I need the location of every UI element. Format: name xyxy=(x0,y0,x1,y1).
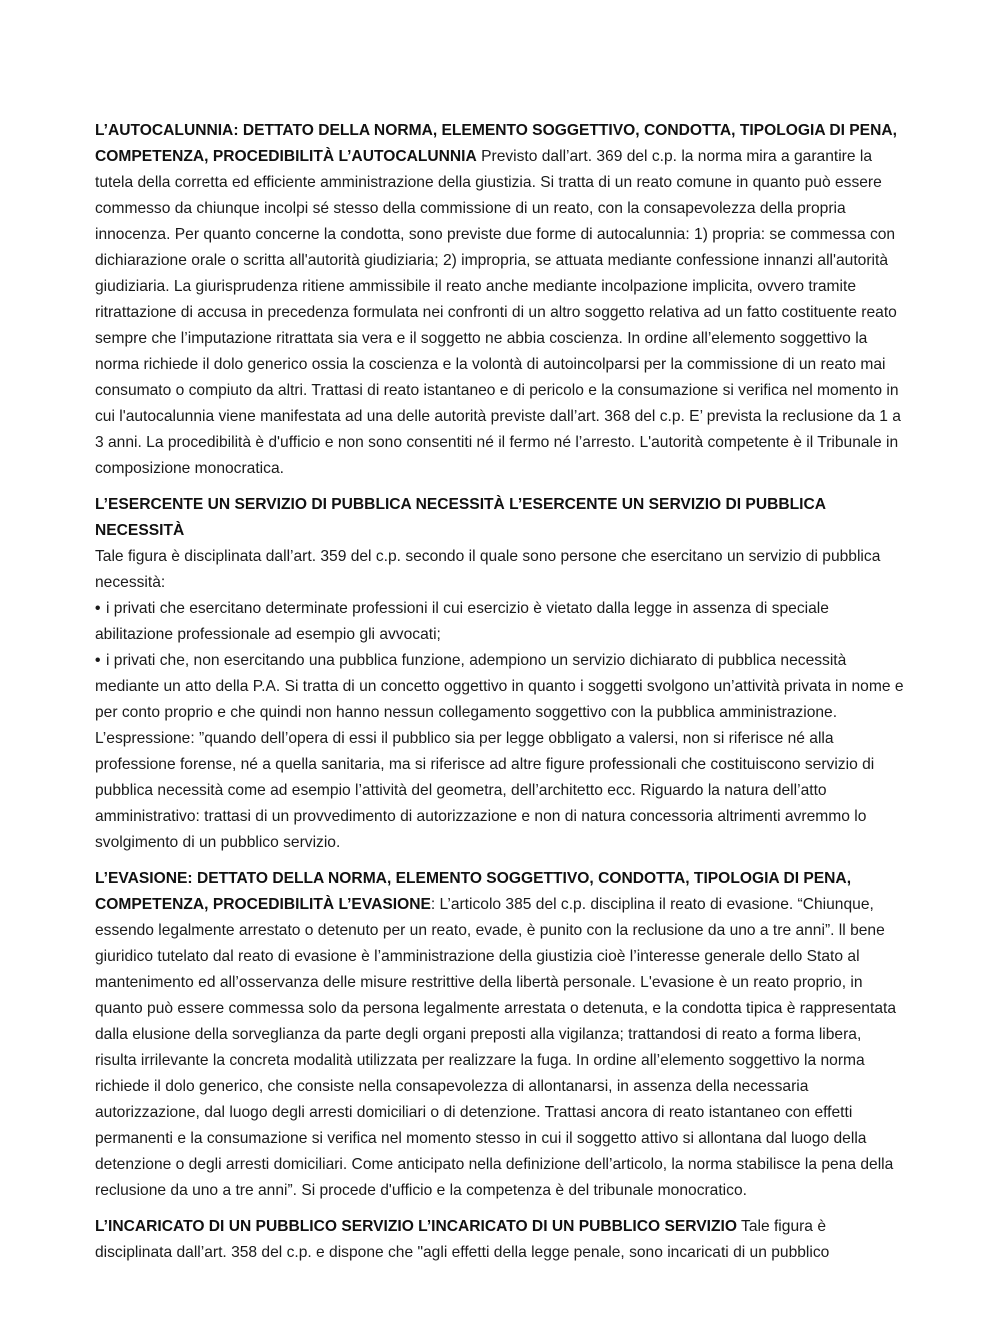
section-intro: Tale figura è disciplinata dall’art. 359 del c.p. secondo il quale sono persone che esercitano un servizio di pubblica necessità: xyxy=(95,548,881,591)
section-body: Previsto dall’art. 369 del c.p. la norma mira a garantire la tutela della corretta ed efficiente amministrazione della giustizia. Si tratta di un reato comune in quanto può essere commesso da chiunque incolpi sé stesso della commissione di un reato, con la consapevolezza della propria innocenza. Per quanto concerne la condotta, sono previste due forme di autocalunnia: 1) propria: se commessa con dichiarazione orale o scritta all'autorità giudiziaria; 2) impropria, se attuata mediante confessione innanzi all'autorità giudiziaria. La giurisprudenza ritiene ammissibile il reato anche mediante incolpazione implicita, ovvero tramite ritrattazione di accusa in precedenza formulata nei confronti di un altro soggetto relativa ad un fatto costituente reato sempre che l’imputazione ritrattata sia vera e il soggetto ne abbia coscienza. In ordine all’elemento soggettivo la norma richiede il dolo generico ossia la coscienza e la volontà di autoincolparsi per la commissione di un reato mai consumato o compiuto da altri. Trattasi di reato istantaneo e di pericolo e la consumazione si verifica nel momento in cui l'autocalunnia viene manifestata ad una delle autorità previste dall’art. 368 del c.p. E’ prevista la reclusione da 1 a 3 anni. La procedibilità è d'ufficio e non sono consentiti né il fermo né l’arresto. L'autorità competente è il Tribunale in composizione monocratica. xyxy=(95,148,901,477)
paragraph xyxy=(95,1214,907,1266)
section-heading: L’ESERCENTE UN SERVIZIO DI PUBBLICA NECESSITÀ L’ESERCENTE UN SERVIZIO DI PUBBLICA NECESSITÀ xyxy=(95,496,826,539)
section-heading: L’INCARICATO DI UN PUBBLICO SERVIZIO L’INCARICATO DI UN PUBBLICO SERVIZIO xyxy=(95,1218,737,1235)
bullet-item: • i privati che esercitano determinate professioni il cui esercizio è vietato dalla legge in assenza di speciale abilitazione professionale ad esempio gli avvocati; xyxy=(95,596,907,648)
paragraph xyxy=(95,866,907,1204)
document-page xyxy=(95,118,907,1276)
section-heading: L’EVASIONE: DETTATO DELLA NORMA, ELEMENTO SOGGETTIVO, CONDOTTA, TIPOLOGIA DI PENA, COMPETENZA, PROCEDIBILITÀ L’EVASIONE xyxy=(95,870,852,913)
section-incaricato xyxy=(95,1214,907,1266)
section-body: Tale figura è disciplinata dall’art. 358 del c.p. e dispone che "agli effetti della legge penale, sono incaricati di un pubblico xyxy=(95,1218,830,1261)
bullet-item: • i privati che, non esercitando una pubblica funzione, adempiono un servizio dichiarato di pubblica necessità mediante un atto della P.A. Si tratta di un concetto oggettivo in quanto i soggetti svolgono un’attività privata in nome e per conto proprio e che quindi non hanno nessun collegamento soggettivo con la pubblica amministrazione. L’espressione: ”quando dell’opera di essi il pubblico sia per legge obbligato a valersi, non si riferisce né alla professione forense, né a quella sanitaria, ma si riferisce ad altre figure professionali che costituiscono servizio di pubblica necessità come ad esempio l’attività del geometra, dell’architetto ecc. Riguardo la natura dell’atto amministrativo: trattasi di un provvedimento di autorizzazione e non di natura concessoria altrimenti avremmo lo svolgimento di un pubblico servizio. xyxy=(95,648,907,856)
section-autocalunnia xyxy=(95,118,907,482)
section-evasione xyxy=(95,866,907,1204)
section-heading: L’AUTOCALUNNIA: DETTATO DELLA NORMA, ELEMENTO SOGGETTIVO, CONDOTTA, TIPOLOGIA DI PENA, COMPETENZA, PROCEDIBILITÀ L’AUTOCALUNNIA xyxy=(95,122,897,165)
section-body: : L’articolo 385 del c.p. disciplina il reato di evasione. “Chiunque, essendo legalmente arrestato o detenuto per un reato, evade, è punito con la reclusione da uno a tre anni”. ll bene giuridico tutelato dal reato di evasione è l’amministrazione della giustizia cioè l’interesse generale dello Stato al mantenimento ed all’osservanza delle misure restrittive della libertà personale. L'evasione è un reato proprio, in quanto può essere commessa solo da persona legalmente arrestata o detenuta, e la condotta tipica è rappresentata dalla elusione della sorveglianza da parte degli organi preposti alla vigilanza; trattandosi di reato a forma libera, risulta irrilevante la concreta modalità utilizzata per realizzare la fuga. In ordine all’elemento soggettivo la norma richiede il dolo generico, che consiste nella consapevolezza di allontanarsi, in assenza della necessaria autorizzazione, dal luogo degli arresti domiciliari o di detenzione. Trattasi ancora di reato istantaneo con effetti permanenti e la consumazione si verifica nel momento stesso in cui il soggetto attivo si allontana dal luogo della detenzione o degli arresti domiciliari. Come anticipato nella definizione dell’articolo, la norma stabilisce la pena della reclusione da uno a tre anni”. Si procede d'ufficio e la competenza è del tribunale monocratico. xyxy=(95,896,896,1199)
section-esercente xyxy=(95,492,907,856)
paragraph xyxy=(95,118,907,482)
